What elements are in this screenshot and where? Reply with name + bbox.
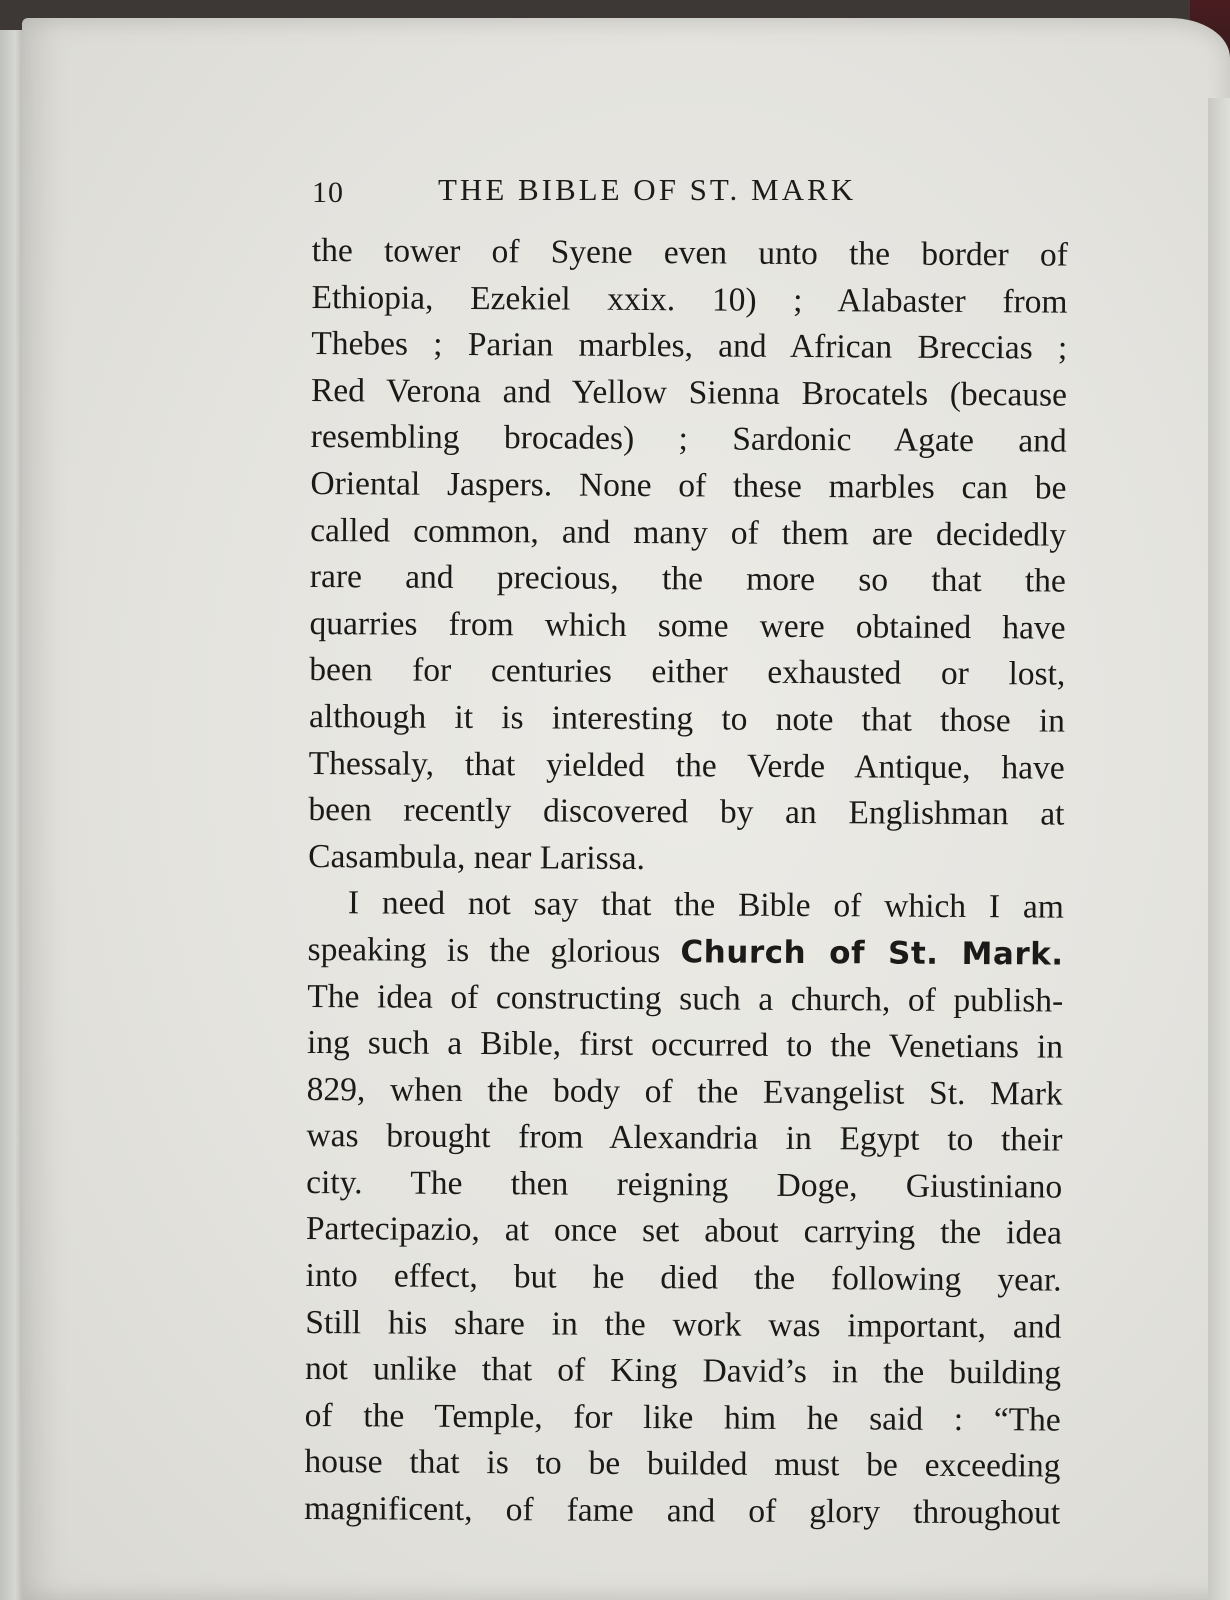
text-line: into effect, but he died the following year.	[305, 1257, 1062, 1299]
text-line-emphasis	[307, 927, 1063, 978]
text-line: Casambula, near Larissa.	[308, 837, 646, 877]
text-line: Oriental Jaspers. None of these marbles can be	[310, 464, 1067, 507]
text-line: Still his share in the work was important, and	[305, 1303, 1062, 1346]
page-number: 10	[312, 176, 344, 209]
text-line: 829, when the body of the Evangelist St. Mark	[306, 1070, 1063, 1113]
text-line: city. The then reigning Doge, Giustiniano	[306, 1163, 1063, 1206]
text-line: not unlike that of King David’s in the building	[304, 1350, 1062, 1392]
text-line: been recently discovered by an Englishman at	[308, 791, 1065, 833]
text-line: Ethiopia, Ezekiel xxix. 10) ; Alabaster from	[311, 278, 1068, 321]
right-page-edge	[1208, 98, 1230, 1600]
text-line: The idea of constructing such a church, of publish-	[307, 977, 1064, 1020]
text-line: was brought from Alexandria in Egypt to their	[306, 1117, 1063, 1159]
text-line: magnificent, of fame and of glory throughout	[304, 1490, 1061, 1532]
body-text	[304, 228, 1068, 1537]
text-line: called common, and many of them are decidedly	[310, 511, 1067, 554]
text-line: been for centuries either exhausted or lost,	[309, 651, 1066, 693]
text-line: I need not say that the Bible of which I am	[347, 884, 1064, 926]
text-line: although it is interesting to note that those in	[308, 697, 1066, 740]
running-title: THE BIBLE OF ST. MARK	[438, 172, 857, 207]
text-line: Thebes ; Parian marbles, and African Breccias ;	[311, 325, 1068, 367]
running-head	[312, 170, 952, 214]
text-run: speaking is the glorious	[307, 930, 681, 971]
text-line: Thessaly, that yielded the Verde Antique, have	[308, 744, 1065, 787]
paragraph-1	[308, 228, 1068, 885]
text-line: Partecipazio, at once set about carrying the idea	[305, 1210, 1062, 1253]
paragraph-2	[304, 880, 1064, 1537]
text-line: house that is to be builded must be exceeding	[304, 1443, 1061, 1486]
church-name: Church of St. Mark.	[680, 934, 1064, 973]
text-line: of the Temple, for like him he said : “The	[304, 1396, 1061, 1439]
text-line: ing such a Bible, first occurred to the Venetians in	[306, 1024, 1064, 1066]
text-line: the tower of Syene even unto the border of	[311, 231, 1068, 274]
text-line: rare and precious, the more so that the	[309, 558, 1066, 600]
text-line: resembling brocades) ; Sardonic Agate and	[310, 418, 1067, 460]
text-line: Red Verona and Yellow Sienna Brocatels (because	[310, 371, 1068, 414]
text-line: quarries from which some were obtained have	[309, 604, 1066, 647]
